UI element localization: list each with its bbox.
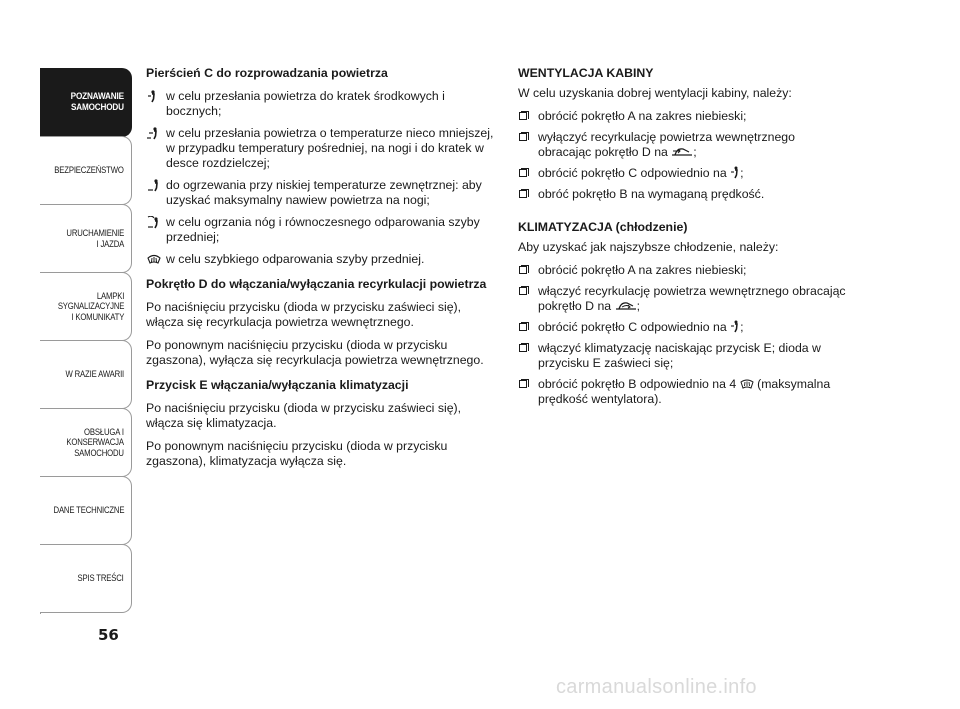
checkbox-bullet-icon [519, 190, 527, 198]
checkbox-bullet-icon [519, 169, 527, 177]
recirc-heading: Pokrętło D do włączania/wyłączania recyrkulacji powietrza [146, 277, 487, 291]
tab-label: SPIS TREŚCI [77, 573, 124, 584]
recirc-paragraph-1: Po naciśnięciu przycisku (dioda w przycisku zaświeci się), włącza się recyrkulacja powietrza wewnętrznego. [146, 300, 462, 329]
face-vents-icon [730, 166, 740, 179]
cool-step: obrócić pokrętło C odpowiednio na ; [518, 320, 846, 335]
cool-step: włączyć recyrkulację powietrza wewnętrznego obracając pokrętło D na ; [518, 284, 846, 314]
cool-step: obrócić pokrętło A na zakres niebieski; [518, 263, 846, 278]
ac-paragraph-2: Po ponownym naciśnięciu przycisku (dioda w przycisku zgaszona), klimatyzacja wyłącza się. [146, 439, 448, 468]
tab-bezpieczenstwo[interactable] [40, 136, 132, 205]
ring-item-face [146, 89, 498, 119]
fan-icon [740, 378, 754, 390]
cooling-intro: Aby uzyskać jak najszybsze chłodzenie, należy: [518, 240, 779, 254]
ring-item-defrost [146, 252, 498, 267]
ring-item-text: w celu szybkiego odparowania szyby przedniej. [166, 252, 425, 266]
ring-item-feet [146, 178, 498, 208]
chapter-tabs [40, 68, 132, 613]
feet-defrost-icon [146, 216, 162, 229]
checkbox-bullet-icon [519, 133, 527, 141]
tab-w-razie-awarii[interactable] [40, 340, 132, 409]
tab-label: W RAZIE AWARII [65, 369, 124, 380]
cool-step: obrócić pokrętło B odpowiednio na 4 (maksymalna prędkość wentylatora). [518, 377, 846, 407]
defrost-icon [146, 253, 162, 266]
vent-step: obróć pokrętło B na wymaganą prędkość. [518, 187, 846, 202]
face-feet-icon [146, 127, 162, 140]
checkbox-bullet-icon [519, 266, 527, 274]
tab-label: OBSŁUGA I KONSERWACJA SAMOCHODU [66, 426, 124, 458]
tab-label: POZNAWANIE SAMOCHODU [70, 91, 124, 113]
watermark: carmanualsonline.info [556, 676, 757, 698]
tab-poznawanie-samochodu[interactable] [40, 68, 132, 137]
tab-label: BEZPIECZEŃSTWO [54, 165, 124, 176]
tab-lampki-sygnalizacyjne[interactable] [40, 272, 132, 341]
checkbox-bullet-icon [519, 344, 527, 352]
tab-obsluga-i-konserwacja[interactable] [40, 408, 132, 477]
face-vents-icon [146, 90, 162, 103]
ventilation-heading: WENTYLACJA KABINY [518, 66, 654, 80]
ring-item-text: do ogrzewania przy niskiej temperaturze zewnętrznej: aby uzyskać maksymalny nawiew powietrza na nogi; [166, 178, 482, 207]
checkbox-bullet-icon [519, 323, 527, 331]
checkbox-bullet-icon [519, 380, 527, 388]
page-number: 56 [98, 626, 119, 644]
ring-item-feet-defrost [146, 215, 498, 245]
ring-item-text: w celu przesłania powietrza do kratek środkowych i bocznych; [166, 89, 445, 118]
feet-icon [146, 179, 162, 192]
right-column [518, 66, 846, 413]
checkbox-bullet-icon [519, 287, 527, 295]
recirc-paragraph-2: Po ponownym naciśnięciu przycisku (dioda w przycisku zgaszona), wyłącza się recyrkulacja powietrza wewnętrznego. [146, 338, 484, 367]
vent-step: wyłączyć recyrkulację powietrza wewnętrznego obracając pokrętło D na ; [518, 130, 846, 160]
ring-c-heading: Pierścień C do rozprowadzania powietrza [146, 66, 388, 80]
ring-item-face-feet [146, 126, 498, 171]
tab-dane-techniczne[interactable] [40, 476, 132, 545]
tab-label: DANE TECHNICZNE [53, 505, 124, 516]
ring-item-text: w celu przesłania powietrza o temperaturze nieco mniejszej, w przypadku temperatury pośredniej, na nogi i do kratek w desce rozdzielczej; [166, 126, 494, 170]
tab-label: URUCHAMIENIE I JAZDA [66, 228, 124, 249]
recirculation-car-icon [615, 300, 637, 312]
ring-item-text: w celu ogrzania nóg i równoczesnego odparowania szyby przedniej; [166, 215, 480, 244]
ac-paragraph-1: Po naciśnięciu przycisku (dioda w przycisku zaświeci się), włącza się klimatyzacja. [146, 401, 462, 430]
face-vents-icon [730, 320, 740, 333]
fresh-air-car-icon [671, 146, 693, 158]
tab-spis-tresci[interactable] [40, 544, 132, 613]
tab-label: LAMPKI SYGNALIZACYJNE I KOMUNIKATY [57, 290, 124, 322]
cool-step: włączyć klimatyzację naciskając przycisk E; dioda w przycisku E zaświeci się; [518, 341, 846, 371]
ventilation-intro: W celu uzyskania dobrej wentylacji kabiny, należy: [518, 86, 792, 100]
vent-step: obrócić pokrętło A na zakres niebieski; [518, 109, 846, 124]
checkbox-bullet-icon [519, 112, 527, 120]
left-column [146, 66, 498, 477]
cooling-heading: KLIMATYZACJA (chłodzenie) [518, 220, 688, 234]
vent-step: obrócić pokrętło C odpowiednio na ; [518, 166, 846, 181]
tab-uruchamienie-i-jazda[interactable] [40, 204, 132, 273]
ac-heading: Przycisk E włączania/wyłączania klimatyzacji [146, 378, 409, 392]
